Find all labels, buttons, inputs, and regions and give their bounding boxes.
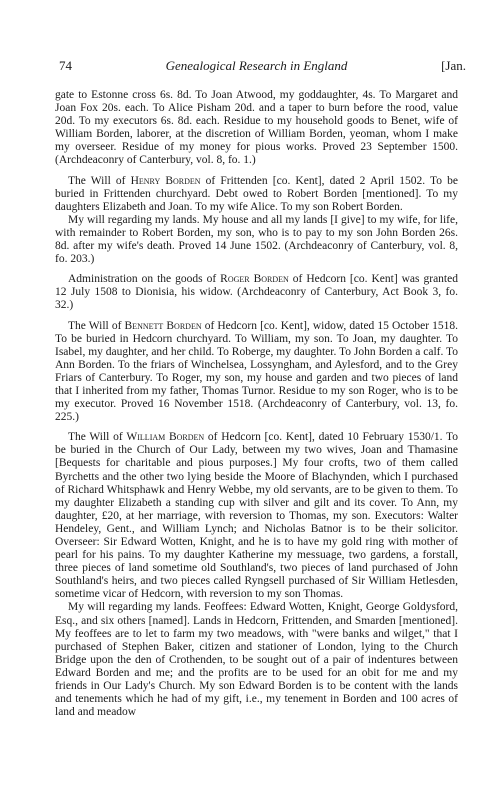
paragraph-lead: The Will of: [68, 319, 125, 332]
paragraph-text: gate to Estonne cross 6s. 8d. To Joan Atwood, my goddaughter, 4s. To Margaret and Joan Fox 20s. each. To Alice Pisham 20d. and a taper to burn before the rood, value 20d. To my executors 6s. 8d. each. Residue to my household goods to Benet, wife of William Borden, laborer, at the discretion of William Borden, yeoman, whom I make my overseer. Residue of my money for pious works. Proved 23 September 1500. (Archdeaconry of Canterbury, vol. 8, fo. 1.): [55, 89, 458, 167]
paragraph-4: [55, 273, 458, 312]
paragraph-5: [55, 320, 458, 425]
paragraph-text: of Hedcorn [co. Kent], widow, dated 15 October 1518. To be buried in Hedcorn churchyard. To William, my son. To Joan, my daughter. To Isabel, my daughter, and her child. To Roberge, my daughter. To John Borden a calf. To Ann Borden. To the friars of Winchelsea, Lossyngham, and Aylesford, and to the Grey Friars of Canterbury. To Roger, my son, my house and garden and two pieces of land that I inherited from my father, Thomas Turnor. Residue to my son Roger, who is to be my executor. Proved 16 November 1518. (Archdeaconry of Canterbury, vol. 13, fo. 225.): [55, 319, 458, 424]
paragraph-7: [55, 601, 458, 719]
testator-name: Roger Borden: [220, 273, 289, 286]
paragraph-text: of Frittenden [co. Kent], dated 2 April 1502. To be buried in Frittenden churchyard. Debt owed to Robert Borden [mentioned]. To my daughters Elizabeth and Joan. To my wife Alice. To my son Robert Borden.: [55, 174, 458, 213]
paragraph-2: [55, 175, 458, 214]
testator-name: William Borden: [126, 431, 205, 444]
running-head: [55, 58, 466, 76]
paragraph-lead: The Will of: [68, 174, 131, 187]
testator-name: Henry Borden: [130, 174, 201, 187]
running-date: [Jan.: [441, 58, 466, 73]
paragraph-1: [55, 89, 458, 168]
paragraph-text: of Hedcorn [co. Kent], dated 10 February 1530/1. To be buried in the Church of Our Lady, between my two wives, Joan and Thamasine [Bequests for charitable and pious purposes.] My four crofts, two of them called Byrchetts and the other two lying beside the Moore of Blachynden, which I purchased of Richard Whitsphawk and Henry Webbe, my old servants, are to be given to them. To my daughter Elizabeth a standing cup with silver and gilt and its cover. To Ann, my daughter, £20, at her marriage, with reversion to Thomas, my son. Executors: Walter Hendeley, Gent., and William Lynch; and Nicholas Batnor is to be their solicitor. Overseer: Sir Edward Wotten, Knight, and he is to have my gold ring with mother of pearl for his pains. To my daughter Katherine my messuage, two gardens, a forstall, three pieces of land sometime old Southland's, two pieces of land purchased of John Southland's heirs, and two pieces called Ryngsell purchased of Sir William Hetlesden, sometime vicar of Hedcorn, with reversion to my son Thomas.: [55, 431, 458, 601]
paragraph-text: My will regarding my lands. Feoffees: Edward Wotten, Knight, George Goldysford, Esq., and six others [named]. Lands in Hedcorn, Frittenden, and Smarden [mentioned]. My feoffees are to let to farm my two meadows, with "were banks and wilget," that I purchased of Stephen Baker, citizen and stationer of London, lying to the Church Bridge upon the den of Crothenden, to be sought out of a pair of indentures between Edward Borden and me; and the profits are to be used for an obit for me and my friends in Our Lady's Church. My son Edward Borden is to be content with the lands and tenements which he had of my gift, i.e., my tenement in Borden and 100 acres of land and meadow: [55, 601, 458, 719]
paragraph-3: [55, 214, 458, 266]
paragraph-6: [55, 431, 458, 601]
running-title: Genealogical Research in England: [165, 58, 348, 73]
body-text: [55, 89, 458, 719]
page-number: 74: [59, 58, 72, 73]
paragraph-text: My will regarding my lands. My house and all my lands [I give] to my wife, for life, with remainder to Robert Borden, my son, who is to pay to my son John Borden 26s. 8d. after my wife's death. Proved 14 June 1502. (Archdeaconry of Canterbury, vol. 8, fo. 203.): [55, 213, 458, 266]
paragraph-lead: The Will of: [68, 431, 127, 444]
testator-name: Bennett Borden: [124, 319, 202, 332]
document-page: [55, 58, 466, 719]
paragraph-lead: Administration on the goods of: [68, 273, 221, 286]
paragraph-text: of Hedcorn [co. Kent] was granted 12 July 1508 to Dionisia, his widow. (Archdeaconry of Canterbury, Act Book 3, fo. 32.): [55, 273, 458, 312]
